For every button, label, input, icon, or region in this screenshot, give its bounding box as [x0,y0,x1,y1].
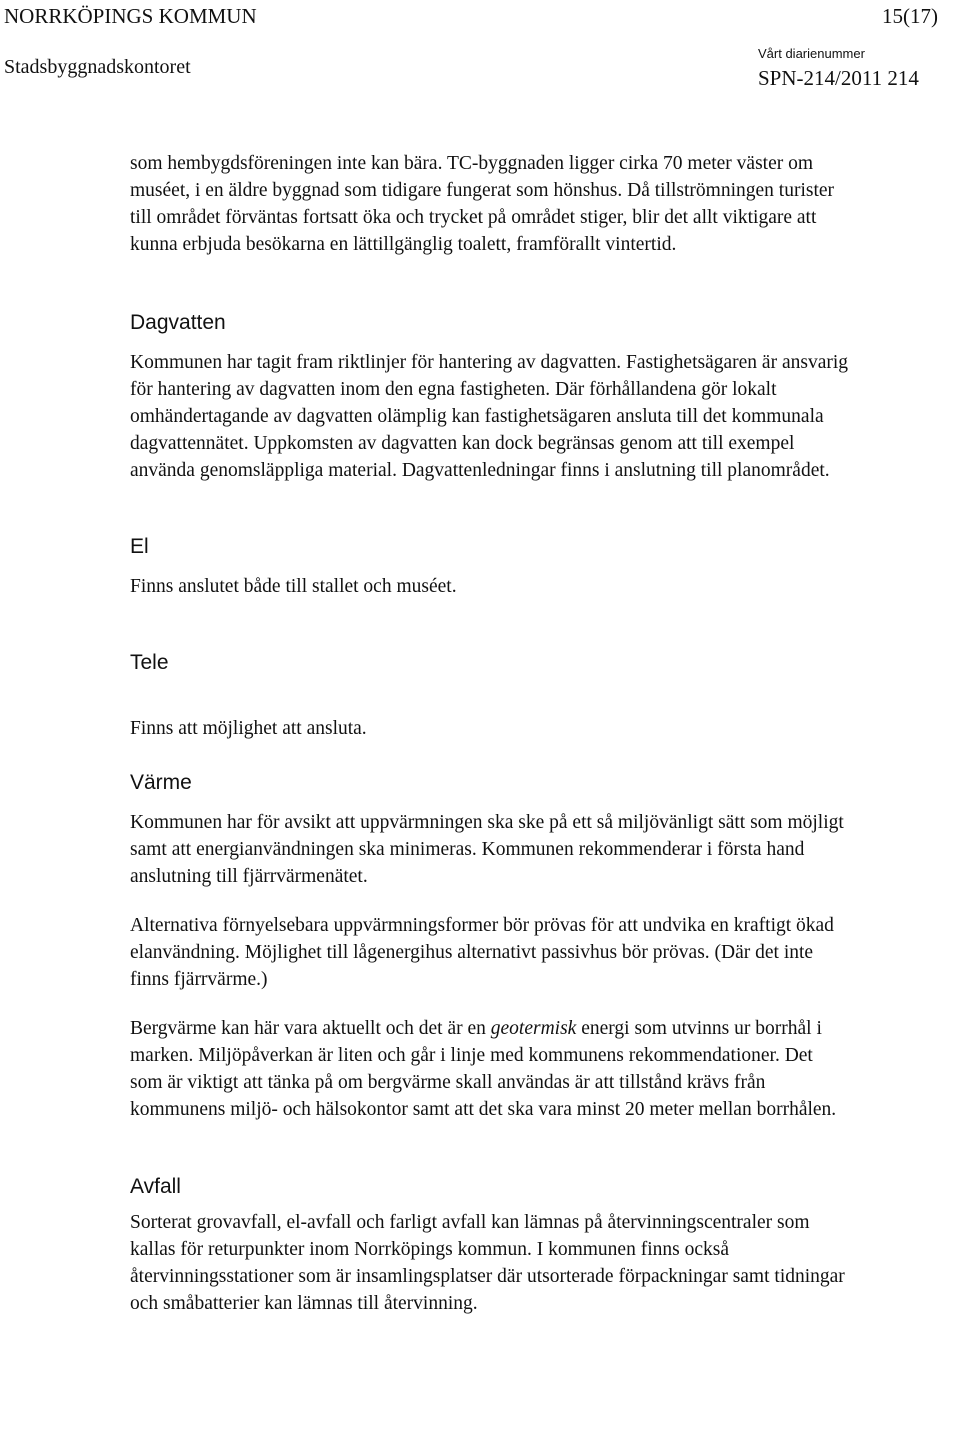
section-heading-avfall: Avfall [130,1175,181,1198]
varme-paragraph-1: Kommunen har för avsikt att uppvärmningen ska ske på ett så miljövänligt sätt som möjligt samt att energianvändningen ska minimeras. Kommunen rekommenderar i första hand anslutning till fjärrvärmenätet. [130,812,844,887]
el-paragraph: Finns anslutet både till stallet och muséet. [130,576,457,597]
reference-block [758,46,919,91]
section-heading-dagvatten: Dagvatten [130,311,226,334]
page-header [4,2,938,30]
geotermisk-emphasis: geotermisk [490,1018,577,1039]
organization-name: NORRKÖPINGS KOMMUN [4,4,257,28]
reference-number: SPN-214/2011 214 [758,66,919,90]
varme-paragraph-3 [130,1015,850,1123]
section-heading-tele: Tele [130,651,169,674]
page-subheader [4,32,938,102]
section-heading-varme: Värme [130,771,192,794]
section-heading-el: El [130,535,149,558]
intro-paragraph: som hembygdsföreningen inte kan bära. TC-byggnaden ligger cirka 70 meter väster om muséet, i en äldre byggnad som tidigare fungerat som hönshus. Då tillströmningen turister till området förväntas fortsatt öka och trycket på området stiger, blir det allt viktigare att kunna erbjuda besökarna en lättillgänglig toalett, framförallt vintertid. [130,153,835,255]
avfall-paragraph: Sorterat grovavfall, el-avfall och farligt avfall kan lämnas på återvinningscentraler som kallas för returpunkter inom Norrköpings kommun. I kommunen finns också återvinningsstationer som är insamlingsplatser där utsorterade förpackningar samt tidningar och småbatterier kan lämnas till återvinning. [130,1212,845,1314]
varme-paragraph-3-start: Bergvärme kan här vara aktuellt och det är en [130,1018,491,1039]
varme-paragraph-3-end: energi som utvinns ur borrhål i marken. Miljöpåverkan är liten och går i linje med kommunens rekommendationer. Det som är viktigt att tänka på om bergvärme skall användas är att tillstånd krävs från kommunens miljö- och hälsokontor samt att det ska vara minst 20 meter mellan borrhålen. [130,1018,837,1120]
tele-paragraph: Finns att möjlighet att ansluta. [130,718,367,739]
page-number: 15(17) [882,4,938,28]
department-name: Stadsbyggnadskontoret [4,56,191,78]
document-body [130,150,850,1317]
dagvatten-paragraph: Kommunen har tagit fram riktlinjer för hantering av dagvatten. Fastighetsägaren är ansvarig för hantering av dagvatten inom den egna fastigheten. Där förhållandena gör lokalt omhändertagande av dagvatten olämplig kan fastighetsägaren ansluta till det kommunala dagvattennätet. Uppkomsten av dagvatten kan dock begränsas genom att till exempel använda genomsläppliga material. Dagvattenledningar finns i anslutning till planområdet. [130,352,849,481]
varme-paragraph-2: Alternativa förnyelsebara uppvärmningsformer bör prövas för att undvika en kraftigt ökad elanvändning. Möjlighet till lågenergihus alternativt passivhus bör prövas. (Där det inte finns fjärrvärme.) [130,915,834,990]
reference-label: Vårt diarienummer [758,46,865,61]
